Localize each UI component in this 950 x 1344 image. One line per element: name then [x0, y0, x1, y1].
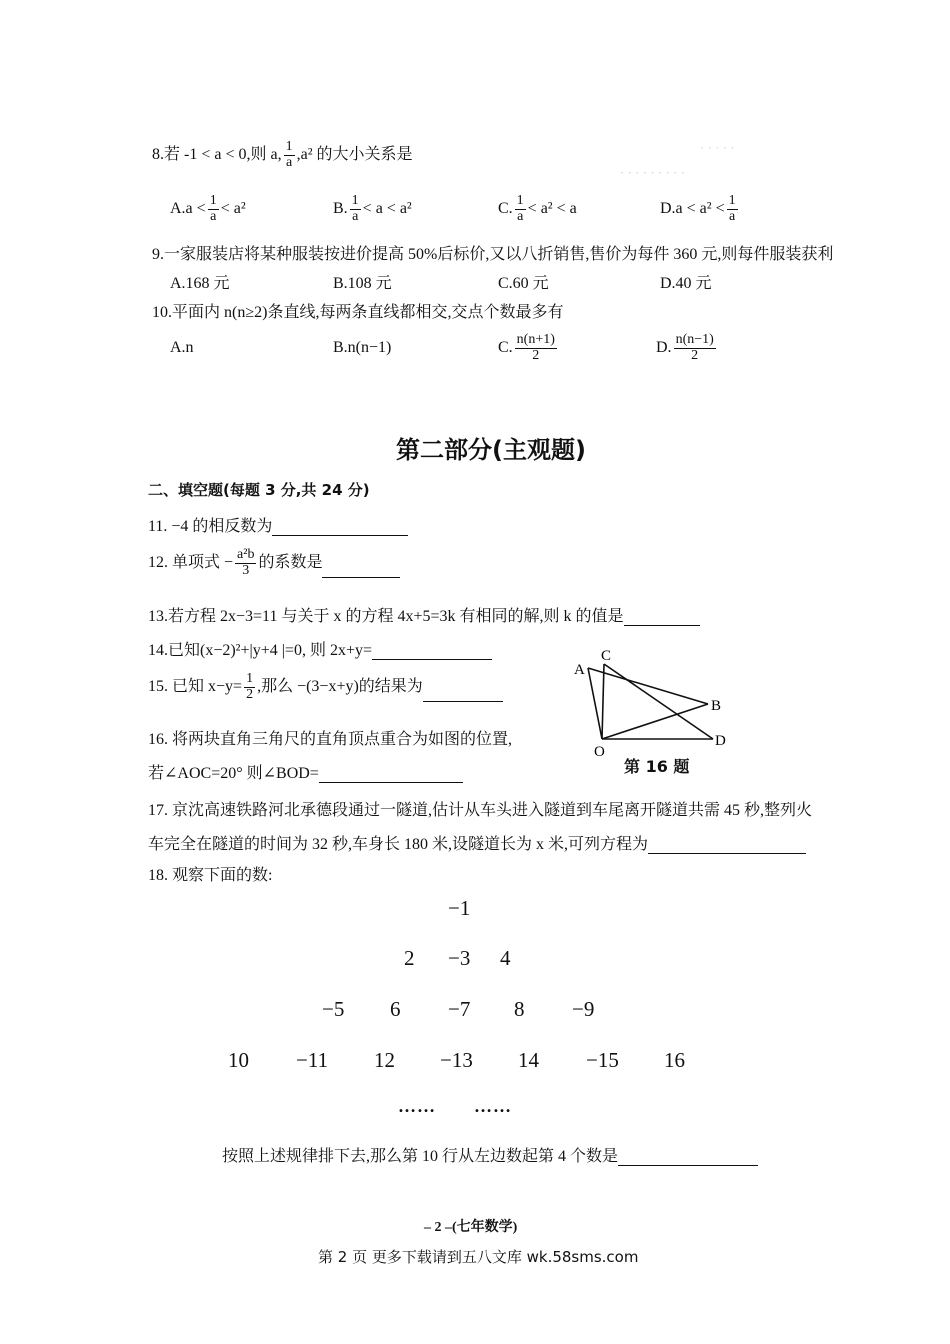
answer-blank [272, 519, 408, 536]
answer-blank [319, 766, 463, 783]
pattern-number: 6 [390, 997, 401, 1021]
ellipsis: …… [398, 1096, 436, 1116]
answer-blank [618, 1149, 758, 1166]
pattern-number: −9 [572, 997, 595, 1021]
pattern-number: 8 [514, 997, 525, 1021]
label-C: C [601, 648, 612, 664]
q10-option-d: D. $\frac{n(n-1)}{2}$ [656, 332, 714, 363]
question-16-line-1: 16. 将两块直角三角尺的直角顶点重合为如图的位置, [148, 731, 513, 748]
question-18-intro: 18. 观察下面的数: [148, 867, 273, 884]
q8-option-b: B. $\frac{1}{a}$ < a < a² [333, 193, 412, 224]
question-14: 14.已知(x−2)²+|y+4 |=0, 则 2x+y= [148, 637, 492, 660]
q9-option-b: B.108 元 [333, 275, 392, 292]
q9-option-a: A.168 元 [170, 275, 230, 292]
answer-blank [423, 685, 503, 702]
bleed-text: · · · · · · · · · [620, 165, 685, 180]
question-15: 15. 已知 x−y= $\frac{1}{2}$ ,那么 −(3−x+y)的结果为 [148, 672, 503, 702]
segment-AB [588, 668, 708, 704]
q9-option-c: C.60 元 [498, 275, 549, 292]
pattern-number: 12 [374, 1048, 395, 1072]
q10-option-a: A.n [170, 339, 194, 356]
page-number: – 2 –(七年数学) [424, 1220, 518, 1235]
question-18-prompt: 按照上述规律排下去,那么第 10 行从左边数起第 4 个数是 [222, 1143, 758, 1166]
answer-blank [372, 643, 492, 660]
question-9: 9.一家服装店将某种服装按进价提高 50%后标价,又以八折销售,售价为每件 360 元,则每件服装获利 [152, 246, 834, 263]
q8-option-a: A.a < $\frac{1}{a}$ < a² [170, 193, 246, 224]
bleed-text: · · · · · [700, 140, 735, 155]
pattern-number: −15 [586, 1048, 619, 1072]
answer-blank [624, 609, 700, 626]
pattern-number: −3 [448, 946, 471, 970]
segment-OC [602, 664, 604, 739]
label-D: D [715, 733, 726, 749]
label-A: A [574, 662, 585, 678]
question-8: 8.若 -1 < a < 0,则 a, $\frac{1}{a}$ ,a² 的大小关系是 [152, 139, 413, 170]
question-17-line-1: 17. 京沈高速铁路河北承德段通过一隧道,估计从车头进入隧道到车尾离开隧道共需 45 秒,整列火 [148, 802, 813, 819]
pattern-number: 14 [518, 1048, 539, 1072]
download-footer: 第 2 页 更多下载请到五八文库 wk.58sms.com [318, 1248, 639, 1266]
pattern-number: −13 [440, 1048, 473, 1072]
question-11: 11. −4 的相反数为 [148, 513, 408, 536]
label-O: O [594, 744, 605, 760]
question-10: 10.平面内 n(n≥2)条直线,每两条直线都相交,交点个数最多有 [152, 304, 564, 321]
q10-option-b: B.n(n−1) [333, 339, 392, 356]
question-16-line-2: 若∠AOC=20° 则∠BOD= [148, 760, 463, 783]
q10-option-c: C. $\frac{n(n+1)}{2}$ [498, 332, 555, 363]
part-2-title: 第二部分(主观题) [396, 436, 586, 464]
question-13: 13.若方程 2x−3=11 与关于 x 的方程 4x+5=3k 有相同的解,则 k 的值是 [148, 603, 700, 626]
pattern-number: 16 [664, 1048, 685, 1072]
segment-OA [588, 668, 602, 739]
question-17-line-2: 车完全在隧道的时间为 32 秒,车身长 180 米,设隧道长为 x 米,可列方程为 [148, 831, 806, 854]
q8-option-d: D.a < a² < $\frac{1}{a}$ [660, 193, 736, 224]
pattern-number: 4 [500, 946, 511, 970]
q8-option-c: C. $\frac{1}{a}$ < a² < a [498, 193, 577, 224]
figure-16-caption: 第 16 题 [624, 757, 690, 776]
label-B: B [711, 698, 722, 714]
pattern-number: −11 [296, 1048, 329, 1072]
answer-blank [322, 561, 400, 578]
section-2-title: 二、填空题(每题 3 分,共 24 分) [148, 481, 370, 499]
question-12: 12. 单项式 − $\frac{\text{a²b}}{3}$ 的系数是 [148, 548, 400, 578]
segment-OB [602, 704, 708, 739]
answer-blank [648, 837, 806, 854]
pattern-number: 10 [228, 1048, 249, 1072]
ellipsis: …… [474, 1096, 512, 1116]
pattern-number: 2 [404, 946, 415, 970]
q9-option-d: D.40 元 [660, 275, 712, 292]
pattern-number: −5 [322, 997, 345, 1021]
pattern-number: −1 [448, 896, 471, 920]
segment-CD [604, 664, 713, 739]
pattern-number: −7 [448, 997, 471, 1021]
fraction-1-over-a: $\frac{1}{a}$ [285, 139, 293, 170]
